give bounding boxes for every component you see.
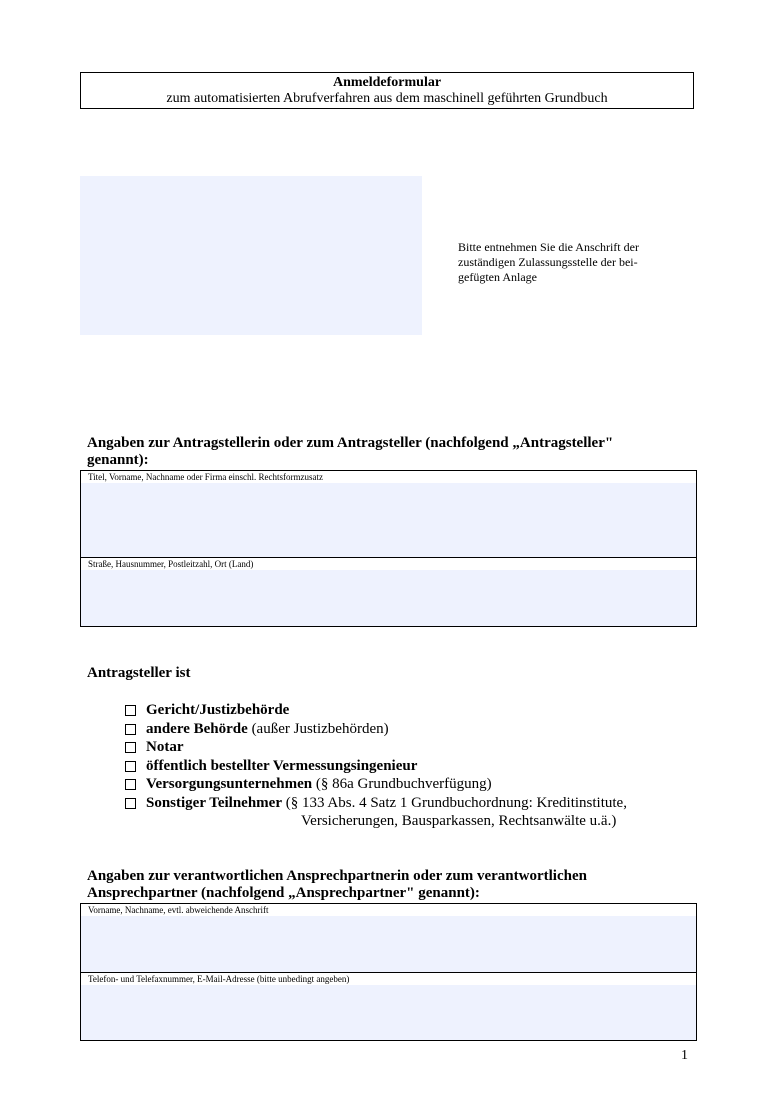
checkbox-other-authority[interactable] [125,724,136,735]
contact-heading-line2: Ansprechpartner (nachfolgend „Ansprechpartner" genannt): [87,885,480,901]
option-surveyor-label: öffentlich bestellter Vermessungsingenieur [146,757,418,774]
contact-heading-line1: Angaben zur verantwortlichen Ansprechpartnerin oder zum verantwortlichen [87,868,587,884]
option-other-participant-continuation: Versicherungen, Bausparkassen, Rechtsanwälte u.ä.) [301,813,617,829]
contact-name-label: Vorname, Nachname, evtl. abweichende Anschrift [81,904,696,916]
address-hint [458,240,678,285]
option-utility-label: Versorgungsunternehmen [146,776,313,792]
option-other-participant-label: Sonstiger Teilnehmer [146,794,282,811]
checkbox-utility[interactable] [125,779,136,790]
applicant-heading-line1: Angaben zur Antragstellerin oder zum Antragsteller (nachfolgend „Antragsteller" [87,435,614,451]
applicant-heading [87,435,687,469]
applicant-name-input[interactable] [81,483,696,557]
form-subtitle: zum automatisierten Abrufverfahren aus dem maschinell geführten Grundbuch [166,91,608,106]
applicant-address-cell [81,557,696,626]
page-number: 1 [681,1048,688,1063]
applicant-type-heading: Antragsteller ist [87,665,191,681]
option-other-participant-rest: (§ 133 Abs. 4 Satz 1 Grundbuchordnung: Kreditinstitute, [281,794,627,811]
checkbox-court[interactable] [125,705,136,716]
address-input-field[interactable] [80,176,422,335]
contact-name-cell [81,904,696,972]
option-court[interactable] [125,701,685,720]
applicant-address-label: Straße, Hausnummer, Postleitzahl, Ort (Land) [81,558,696,570]
address-hint-line3: gefügten Anlage [458,270,537,284]
option-notary[interactable] [125,738,685,757]
contact-phone-label: Telefon- und Telefaxnummer, E-Mail-Adresse (bitte unbedingt angeben) [81,973,696,985]
applicant-name-cell [81,471,696,557]
option-other-authority[interactable] [125,720,685,739]
applicant-address-input[interactable] [81,570,696,626]
applicant-type-checklist [125,701,685,831]
contact-heading [87,868,687,902]
checkbox-surveyor[interactable] [125,761,136,772]
option-other-authority-label: andere Behörde [146,720,248,737]
checkbox-notary[interactable] [125,742,136,753]
contact-name-input[interactable] [81,916,696,972]
address-hint-line1: Bitte entnehmen Sie die Anschrift der [458,240,639,254]
option-notary-label: Notar [146,739,184,755]
option-surveyor[interactable] [125,757,685,776]
applicant-name-label: Titel, Vorname, Nachname oder Firma einschl. Rechtsformzusatz [81,471,696,483]
form-title: Anmeldeformular [332,75,442,90]
applicant-heading-line2: genannt): [87,452,149,468]
option-utility-rest: (§ 86a Grundbuchverfügung) [312,776,492,792]
option-other-participant[interactable] [125,794,685,813]
checkbox-other-participant[interactable] [125,798,136,809]
contact-phone-cell [81,972,696,1040]
option-court-label: Gericht/Justizbehörde [146,702,290,718]
applicant-form-box [80,470,697,627]
form-title-box [80,72,694,109]
contact-phone-input[interactable] [81,985,696,1040]
option-other-authority-rest: (außer Justizbehörden) [247,720,389,737]
option-utility[interactable] [125,775,685,794]
address-hint-line2: zuständigen Zulassungsstelle der bei- [458,255,638,269]
contact-form-box [80,903,697,1041]
